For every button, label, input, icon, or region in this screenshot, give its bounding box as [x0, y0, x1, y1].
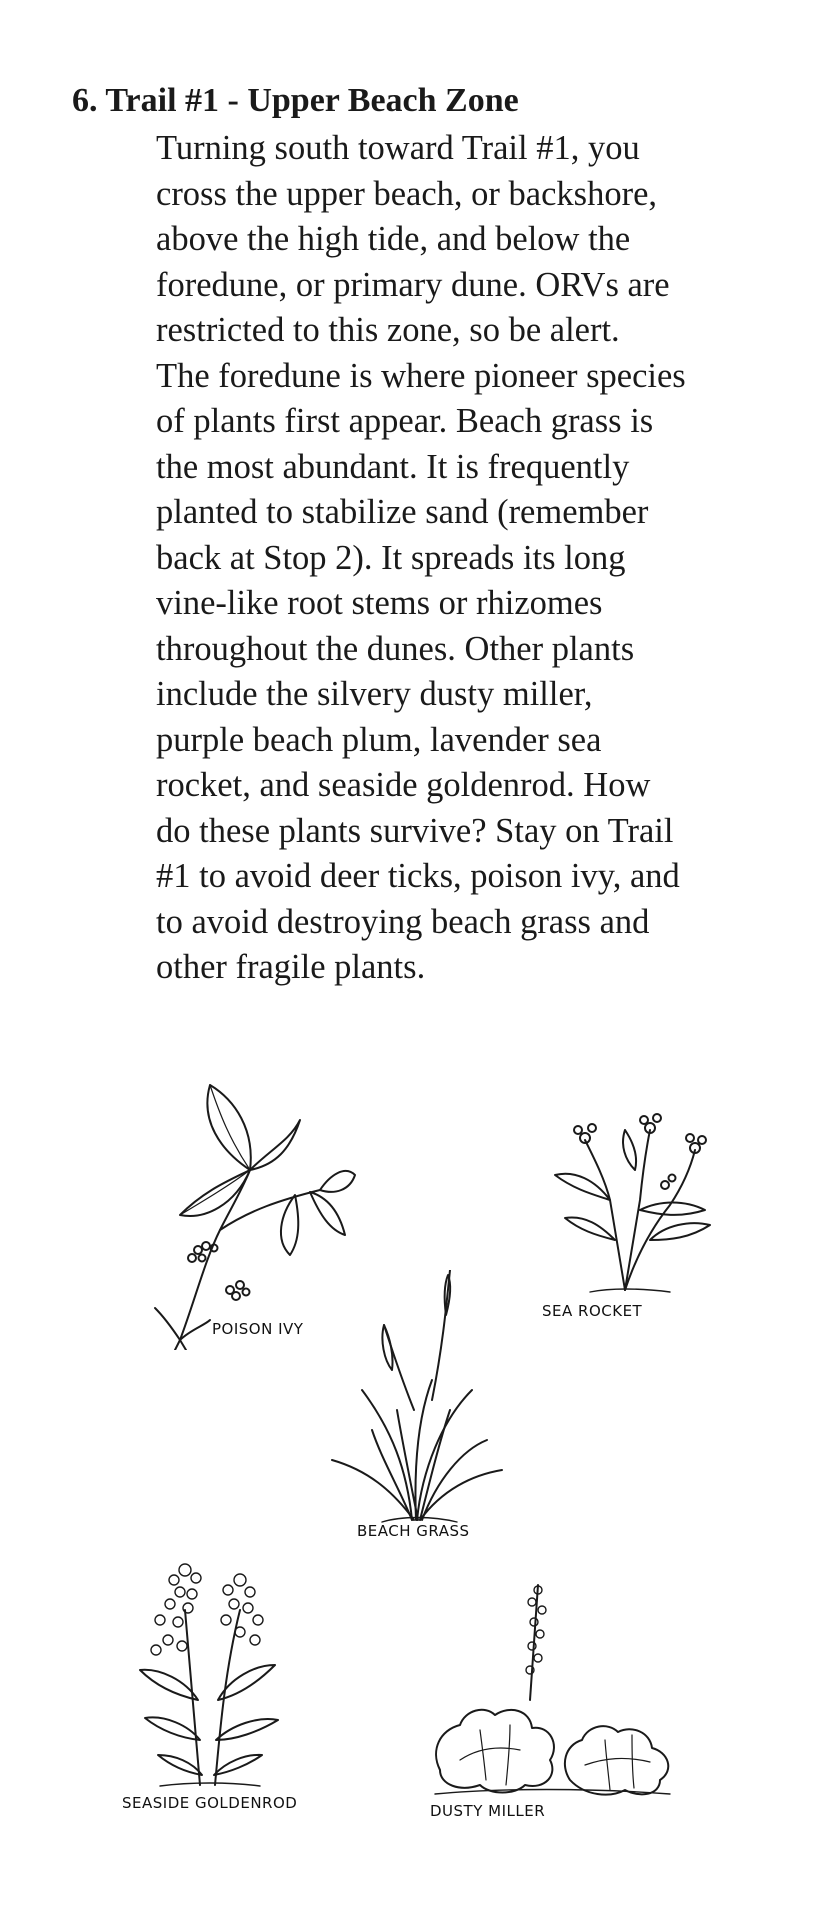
description-line: Turning south toward Trail #1, you [156, 129, 640, 167]
poison-ivy-label: POISON IVY [212, 1320, 304, 1338]
description-line: above the high tide, and below the [156, 220, 631, 258]
description-line: cross the upper beach, or backshore, [156, 174, 658, 213]
stop-heading: 6. Trail #1 - Upper Beach Zone [72, 82, 519, 119]
description-line: restricted to this zone, so be alert. [156, 311, 620, 349]
dusty-miller-label: DUSTY MILLER [430, 1802, 546, 1820]
seaside-goldenrod-illustration [122, 1550, 298, 1812]
description-line: of plants first appear. Beach grass is [156, 402, 654, 440]
description-line: throughout the dunes. Other plants [156, 629, 635, 668]
description-line: the most abundant. It is frequently [156, 447, 630, 486]
sea-rocket-label: SEA ROCKET [542, 1302, 643, 1320]
seaside-goldenrod-label: SEASIDE GOLDENROD [122, 1794, 298, 1812]
seaside-goldenrod-drawing-icon [130, 1550, 290, 1790]
stop-6-section [72, 80, 772, 991]
beach-grass-drawing-icon [322, 1270, 512, 1530]
dusty-miller-illustration [420, 1580, 680, 1820]
description-line: do these plants survive? Stay on Trail [156, 811, 674, 850]
description-line: rocket, and seaside goldenrod. How [156, 766, 651, 804]
description-line: to avoid destroying beach grass and [156, 902, 650, 941]
plant-illustrations [0, 1060, 819, 1840]
description-line: foredune, or primary dune. ORVs are [156, 265, 670, 304]
stop-description [156, 126, 756, 991]
description-line: vine-like root stems or rhizomes [156, 584, 603, 622]
description-line: The foredune is where pioneer species [156, 356, 686, 395]
description-line: #1 to avoid deer ticks, poison ivy, and [156, 857, 680, 895]
description-line: purple beach plum, lavender sea [156, 720, 602, 759]
beach-grass-label: BEACH GRASS [357, 1522, 470, 1540]
description-line: include the silvery dusty miller, [156, 675, 593, 713]
beach-grass-illustration [322, 1270, 512, 1540]
description-line: back at Stop 2). It spreads its long [156, 538, 626, 577]
sea-rocket-illustration [540, 1100, 730, 1320]
dusty-miller-drawing-icon [420, 1580, 680, 1800]
description-line: other fragile plants. [156, 948, 426, 986]
description-line: planted to stabilize sand (remember [156, 493, 649, 531]
sea-rocket-drawing-icon [540, 1100, 730, 1300]
